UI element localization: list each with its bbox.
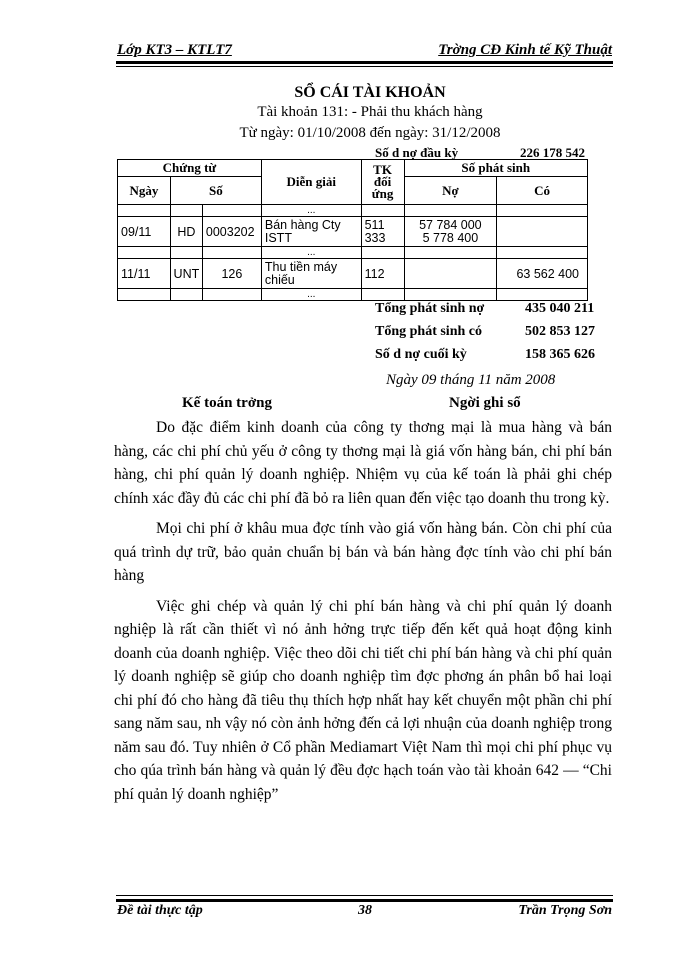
row-type: UNT xyxy=(170,259,202,289)
total-debit-label: Tổng phát sinh nợ xyxy=(375,301,485,316)
debit-header: Nợ xyxy=(404,177,497,205)
ledger-table xyxy=(117,159,588,301)
paragraph-2: Mọi chi phí ở khâu mua đợc tính vào giá vốn hàng bán. Còn chi phí của quá trình dự trữ, bảo quản chuẩn bị bán và bán hàng đợc tính vào chi phí bán hàng xyxy=(114,520,612,584)
row-desc: ... xyxy=(261,205,361,217)
body-text xyxy=(114,416,612,806)
total-credit-label: Tổng phát sinh có xyxy=(375,324,482,339)
footer-right: Trần Trọng Sơn xyxy=(518,903,612,918)
row-date: 11/11 xyxy=(118,259,171,289)
number-header: Số xyxy=(170,177,261,205)
tk-header-line1: TK xyxy=(373,162,392,177)
paragraph-3: Việc ghi chép và quản lý chi phí bán hàng và chi phí quản lý doanh nghiệp là rất cần thiết vì nó ảnh hởng trực tiếp đến kết quả hoạt động kinh doanh của doanh nghiệp. Việc theo dõi chi tiết chi phí bán hàng và chi phí quản lý doanh nghiệp sẽ giúp cho doanh nghiệp tìm đợc phơng án phân bổ hai loại chi phí đó cho hàng đã tiêu thụ thích hợp nhất hay kết chuyển một phần chi phí sang năm sau, nh vậy nó còn ảnh hởng đến cả lợi nhuận của doanh nghiệp trong năm sau đó. Tuy nhiên ở Cổ phần Mediamart Việt Nam thì mọi chi phí phục vụ cho qúa trình bán hàng và quản lý đều đợc hạch toán vào tài khoản 642 — “Chi phí quản lý doanh nghiệp” xyxy=(114,597,612,803)
table-row xyxy=(118,247,588,259)
footer-rule-thick xyxy=(116,899,613,902)
header-rule-thick xyxy=(116,61,613,64)
header-right: Trờng CĐ Kinh tế Kỹ Thuật xyxy=(438,42,612,58)
row-tk: 112 xyxy=(361,259,404,289)
row-number: 0003202 xyxy=(202,217,261,247)
tk-header-line3: ứng xyxy=(371,186,394,201)
table-row xyxy=(118,205,588,217)
account-title: Tài khoản 131: - Phải thu khách hàng xyxy=(257,104,483,120)
row-date: 09/11 xyxy=(118,217,171,247)
footer-left: Đề tài thực tập xyxy=(117,903,203,918)
row-type: HD xyxy=(170,217,202,247)
closing-balance-label: Số d nợ cuối kỳ xyxy=(375,347,467,362)
total-credit-value: 502 853 127 xyxy=(525,324,595,339)
row-desc: Thu tiền máy chiếu xyxy=(261,259,361,289)
header-left: Lớp KT3 – KTLT7 xyxy=(117,42,232,58)
period-title: Từ ngày: 01/10/2008 đến ngày: 31/12/2008 xyxy=(239,125,501,141)
row-number: 126 xyxy=(202,259,261,289)
table-row xyxy=(118,289,588,301)
opening-balance-label: Số d nợ đầu kỳ xyxy=(375,145,459,160)
date-header: Ngày xyxy=(118,177,171,205)
tk-header-line2: đối xyxy=(373,174,392,189)
total-debit-value: 435 040 211 xyxy=(525,301,595,316)
row-credit: 63 562 400 xyxy=(497,259,588,289)
chief-accountant-label: Kế toán trởng xyxy=(182,395,272,411)
row-tk: 511 333 xyxy=(361,217,404,247)
row-debit xyxy=(404,259,497,289)
voucher-header: Chứng từ xyxy=(118,160,262,177)
paragraph-1: Do đặc điểm kinh doanh của công ty thơng mại là mua hàng và bán hàng, các chi phí chủ yếu ở công ty thơng mại là giá vốn hàng bán, chi phí bán hàng, chi phí quản lý doanh nghiệp. Nhiệm vụ của kế toán là phải ghi chép chính xác đầy đủ các chi phí đã bỏ ra liên quan đến việc tạo doanh thu trong kỳ. xyxy=(114,419,612,507)
header-rule-thin xyxy=(116,66,613,67)
table-row xyxy=(118,259,588,289)
row-credit xyxy=(497,217,588,247)
row-debit: 57 784 000 5 778 400 xyxy=(404,217,497,247)
counter-account-header xyxy=(361,160,404,205)
ledger-title: SỔ CÁI TÀI KHOẢN xyxy=(294,84,446,101)
arising-header: Số phát sinh xyxy=(404,160,587,177)
description-header: Diễn giải xyxy=(261,160,361,205)
row-desc: ... xyxy=(261,289,361,301)
row-desc: Bán hàng Cty ISTT xyxy=(261,217,361,247)
credit-header: Có xyxy=(497,177,588,205)
closing-balance-value: 158 365 626 xyxy=(525,347,595,362)
footer-rule-thin xyxy=(116,895,613,896)
opening-balance-value: 226 178 542 xyxy=(520,145,585,160)
signature-date: Ngày 09 tháng 11 năm 2008 xyxy=(386,372,556,388)
row-desc: ... xyxy=(261,247,361,259)
page-number: 38 xyxy=(358,903,372,918)
recorder-label: Ngời ghi sổ xyxy=(449,395,521,411)
table-row xyxy=(118,217,588,247)
